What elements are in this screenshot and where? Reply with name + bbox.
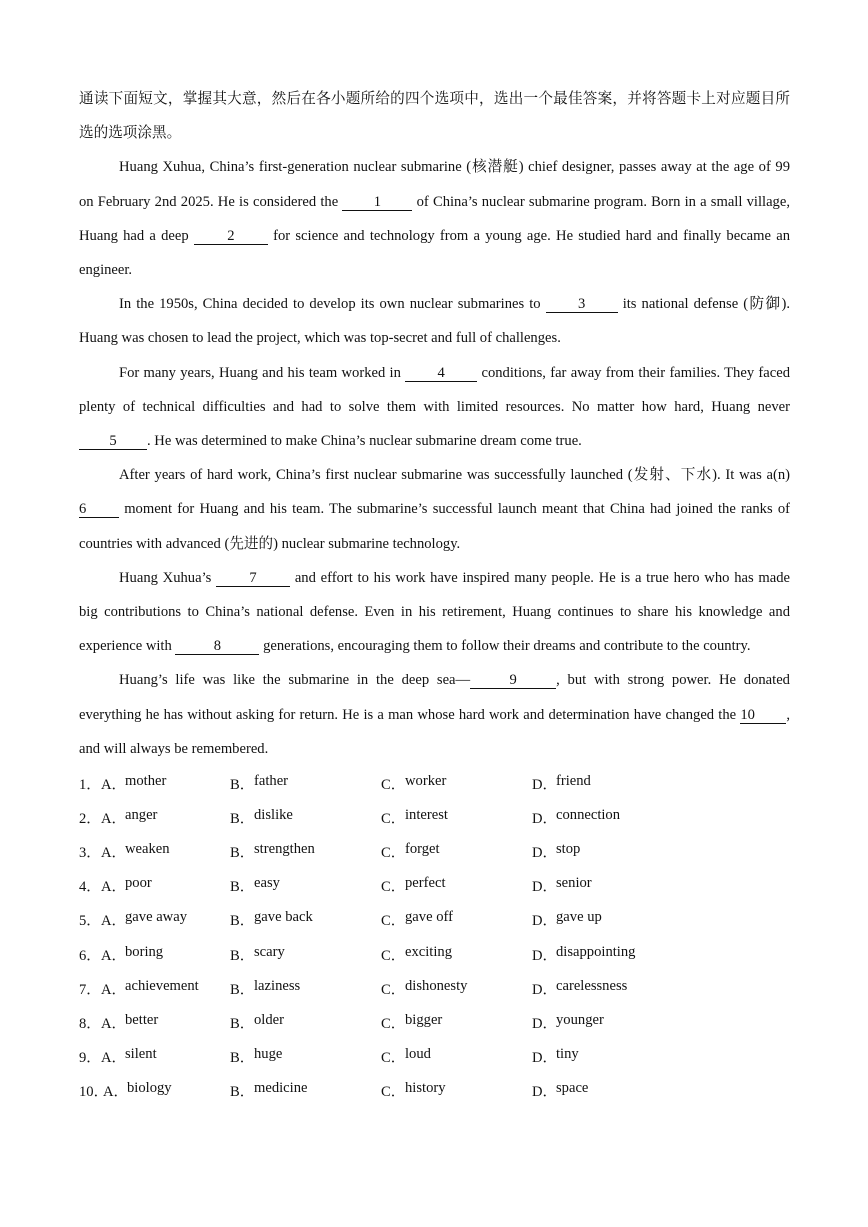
document-page xyxy=(79,82,790,1108)
blank-7: 7 xyxy=(216,570,290,587)
option-d[interactable] xyxy=(532,1012,683,1033)
option-text: connection xyxy=(556,806,621,823)
option-text: worker xyxy=(405,772,447,789)
option-text: loud xyxy=(405,1046,431,1063)
option-letter: D． xyxy=(532,947,558,964)
option-d[interactable] xyxy=(532,1080,683,1101)
option-letter: A． xyxy=(101,810,127,827)
option-letter: B． xyxy=(230,776,255,793)
option-letter: B． xyxy=(230,913,255,930)
option-letter: D． xyxy=(532,1015,558,1032)
option-letter: C． xyxy=(381,1050,406,1067)
option-text: carelessness xyxy=(556,977,628,994)
blank-8: 8 xyxy=(175,638,259,655)
option-b[interactable] xyxy=(230,841,381,862)
question-row xyxy=(79,766,790,800)
question-number: 2． xyxy=(79,810,101,827)
option-d[interactable] xyxy=(532,944,683,965)
blank-10: 10 xyxy=(740,707,786,724)
blank-4: 4 xyxy=(405,365,477,382)
passage-text: for science and technology from a young age. He studied hard and finally became an engineer. xyxy=(79,227,790,279)
option-letter: C． xyxy=(381,845,406,862)
blank-9: 9 xyxy=(470,672,556,689)
question-number: 7． xyxy=(79,981,101,998)
option-c[interactable] xyxy=(381,1012,532,1033)
option-text: perfect xyxy=(405,875,446,892)
option-text: friend xyxy=(556,772,591,789)
passage-text: Huang Xuhua’s xyxy=(119,569,217,586)
option-b[interactable] xyxy=(230,1012,381,1033)
option-a[interactable] xyxy=(101,1012,230,1033)
passage-text: Huang’s life was like the submarine in the deep sea— xyxy=(119,672,471,689)
option-text: boring xyxy=(125,943,164,960)
option-letter: D． xyxy=(532,1050,558,1067)
option-c[interactable] xyxy=(381,909,532,930)
option-letter: C． xyxy=(381,981,406,998)
question-number: 8． xyxy=(79,1015,101,1032)
option-letter: C． xyxy=(381,1015,406,1032)
option-letter: D． xyxy=(532,913,558,930)
question-number: 3． xyxy=(79,845,101,862)
option-c[interactable] xyxy=(381,841,532,862)
passage-text: and effort to his work have inspired many people. He is a true hero who has made big contributions to China’s national defense. Even in his retirement, Huang continues to share his knowledge and experience with xyxy=(79,569,790,655)
option-letter: D． xyxy=(532,981,558,998)
option-letter: C． xyxy=(381,947,406,964)
option-b[interactable] xyxy=(230,1046,381,1067)
option-b[interactable] xyxy=(230,807,381,828)
passage xyxy=(79,150,790,766)
option-text: medicine xyxy=(254,1080,308,1097)
passage-paragraph xyxy=(79,663,790,766)
option-text: interest xyxy=(405,806,448,823)
passage-paragraph xyxy=(79,356,790,459)
option-a[interactable] xyxy=(103,1080,230,1101)
option-a[interactable] xyxy=(101,944,230,965)
question-row xyxy=(79,971,790,1005)
question-row xyxy=(79,800,790,834)
option-d[interactable] xyxy=(532,909,683,930)
option-text: silent xyxy=(125,1046,157,1063)
question-row xyxy=(79,869,790,903)
option-letter: C． xyxy=(381,1084,406,1101)
instructions: 通读下面短文，掌握其大意，然后在各小题所给的四个选项中，选出一个最佳答案，并将答题卡上对应题目所选的选项涂黑。 xyxy=(79,91,790,142)
option-text: scary xyxy=(254,943,285,960)
option-text: senior xyxy=(556,875,592,892)
option-d[interactable] xyxy=(532,875,683,896)
question-number: 5． xyxy=(79,913,101,930)
option-text: biology xyxy=(127,1080,172,1097)
question-number: 4． xyxy=(79,879,101,896)
option-c[interactable] xyxy=(381,875,532,896)
passage-text: , but with strong power. He donated everything he has without asking for return. He is a man whose hard work and determination have changed the xyxy=(79,672,790,723)
option-letter: A． xyxy=(101,879,127,896)
option-letter: B． xyxy=(230,879,255,896)
option-text: younger xyxy=(556,1011,604,1028)
question-row xyxy=(79,834,790,868)
passage-text: For many years, Huang and his team worked in xyxy=(119,364,406,381)
passage-text: its national defense (防御). Huang was chosen to lead the project, which was top-secret and full of challenges. xyxy=(79,296,790,347)
option-text: anger xyxy=(125,806,158,823)
option-text: older xyxy=(254,1011,284,1028)
option-letter: D． xyxy=(532,879,558,896)
option-letter: B． xyxy=(230,1015,255,1032)
option-b[interactable] xyxy=(230,1080,381,1101)
option-c[interactable] xyxy=(381,1046,532,1067)
option-text: exciting xyxy=(405,943,453,960)
passage-paragraph xyxy=(79,287,790,355)
option-text: dislike xyxy=(254,806,293,823)
passage-text: moment for Huang and his team. The submarine’s successful launch meant that China had joined the ranks of countries with advanced (先进的) nuclear submarine technology. xyxy=(79,501,790,552)
option-c[interactable] xyxy=(381,807,532,828)
option-letter: A． xyxy=(101,1050,127,1067)
passage-text: of China’s nuclear submarine program. Born in a small village, Huang had a deep xyxy=(79,193,790,244)
passage-text: conditions, far away from their families. They faced plenty of technical difficulties and had to solve them with limited resources. No matter how hard, Huang never xyxy=(79,364,790,415)
option-text: laziness xyxy=(254,977,301,994)
blank-1: 1 xyxy=(342,194,412,211)
passage-paragraph xyxy=(79,458,790,561)
option-text: father xyxy=(254,772,289,789)
option-text: weaken xyxy=(125,841,170,858)
option-b[interactable] xyxy=(230,909,381,930)
option-text: gave up xyxy=(556,909,602,926)
passage-text: Huang Xuhua, China’s first-generation nuclear submarine (核潜艇) chief designer, passes away at the age of 99 on February 2nd 2025. He is considered the xyxy=(79,159,790,210)
option-text: strengthen xyxy=(254,841,315,858)
option-letter: C． xyxy=(381,810,406,827)
option-text: gave back xyxy=(254,909,313,926)
option-letter: B． xyxy=(230,947,255,964)
blank-2: 2 xyxy=(194,228,268,245)
option-b[interactable] xyxy=(230,773,381,794)
question-row xyxy=(79,1005,790,1039)
option-letter: A． xyxy=(103,1084,129,1101)
question-row xyxy=(79,1040,790,1074)
option-b[interactable] xyxy=(230,944,381,965)
option-text: bigger xyxy=(405,1011,443,1028)
option-text: mother xyxy=(125,772,167,789)
option-text: stop xyxy=(556,841,581,858)
option-d[interactable] xyxy=(532,978,683,999)
option-a[interactable] xyxy=(101,978,230,999)
passage-text: . He was determined to make China’s nuclear submarine dream come true. xyxy=(147,433,582,450)
option-letter: C． xyxy=(381,913,406,930)
question-row xyxy=(79,903,790,937)
question-number: 1． xyxy=(79,776,101,793)
option-text: space xyxy=(556,1080,589,1097)
option-letter: B． xyxy=(230,1084,255,1101)
blank-5: 5 xyxy=(79,433,147,450)
option-c[interactable] xyxy=(381,1080,532,1101)
option-d[interactable] xyxy=(532,773,683,794)
option-text: easy xyxy=(254,875,280,892)
option-letter: B． xyxy=(230,981,255,998)
option-a[interactable] xyxy=(101,909,230,930)
blank-6: 6 xyxy=(79,501,119,518)
option-letter: A． xyxy=(101,1015,127,1032)
blank-3: 3 xyxy=(546,296,618,313)
option-text: achievement xyxy=(125,977,199,994)
option-letter: C． xyxy=(381,776,406,793)
option-c[interactable] xyxy=(381,773,532,794)
option-letter: A． xyxy=(101,981,127,998)
option-letter: A． xyxy=(101,776,127,793)
option-text: tiny xyxy=(556,1046,579,1063)
question-number: 9． xyxy=(79,1050,101,1067)
option-letter: B． xyxy=(230,845,255,862)
option-a[interactable] xyxy=(101,875,230,896)
option-text: gave away xyxy=(125,909,187,926)
passage-paragraph xyxy=(79,150,790,287)
question-row xyxy=(79,937,790,971)
option-text: better xyxy=(125,1011,159,1028)
option-letter: D． xyxy=(532,810,558,827)
option-b[interactable] xyxy=(230,978,381,999)
question-options xyxy=(79,766,790,1108)
option-text: huge xyxy=(254,1046,283,1063)
option-c[interactable] xyxy=(381,944,532,965)
option-letter: D． xyxy=(532,1084,558,1101)
passage-text: , and will always be remembered. xyxy=(79,706,790,757)
option-a[interactable] xyxy=(101,773,230,794)
option-text: dishonesty xyxy=(405,977,468,994)
option-letter: C． xyxy=(381,879,406,896)
option-text: gave off xyxy=(405,909,453,926)
passage-text: generations, encouraging them to follow their dreams and contribute to the country. xyxy=(259,638,751,655)
option-text: history xyxy=(405,1080,446,1097)
option-a[interactable] xyxy=(101,807,230,828)
question-row xyxy=(79,1074,790,1108)
option-letter: B． xyxy=(230,1050,255,1067)
passage-text: After years of hard work, China’s first nuclear submarine was successfully launched (发射、下水). It was a(n) xyxy=(119,467,790,484)
option-letter: B． xyxy=(230,810,255,827)
question-number: 10． xyxy=(79,1084,109,1101)
option-text: disappointing xyxy=(556,943,636,960)
question-number: 6． xyxy=(79,947,101,964)
option-letter: D． xyxy=(532,845,558,862)
option-letter: A． xyxy=(101,913,127,930)
option-b[interactable] xyxy=(230,875,381,896)
option-d[interactable] xyxy=(532,1046,683,1067)
option-d[interactable] xyxy=(532,807,683,828)
option-letter: A． xyxy=(101,845,127,862)
option-letter: A． xyxy=(101,947,127,964)
passage-text: In the 1950s, China decided to develop its own nuclear submarines to xyxy=(119,296,546,313)
option-text: forget xyxy=(405,841,440,858)
passage-paragraph xyxy=(79,561,790,664)
option-d[interactable] xyxy=(532,841,683,862)
option-c[interactable] xyxy=(381,978,532,999)
option-letter: D． xyxy=(532,776,558,793)
option-a[interactable] xyxy=(101,1046,230,1067)
option-a[interactable] xyxy=(101,841,230,862)
option-text: poor xyxy=(125,875,152,892)
